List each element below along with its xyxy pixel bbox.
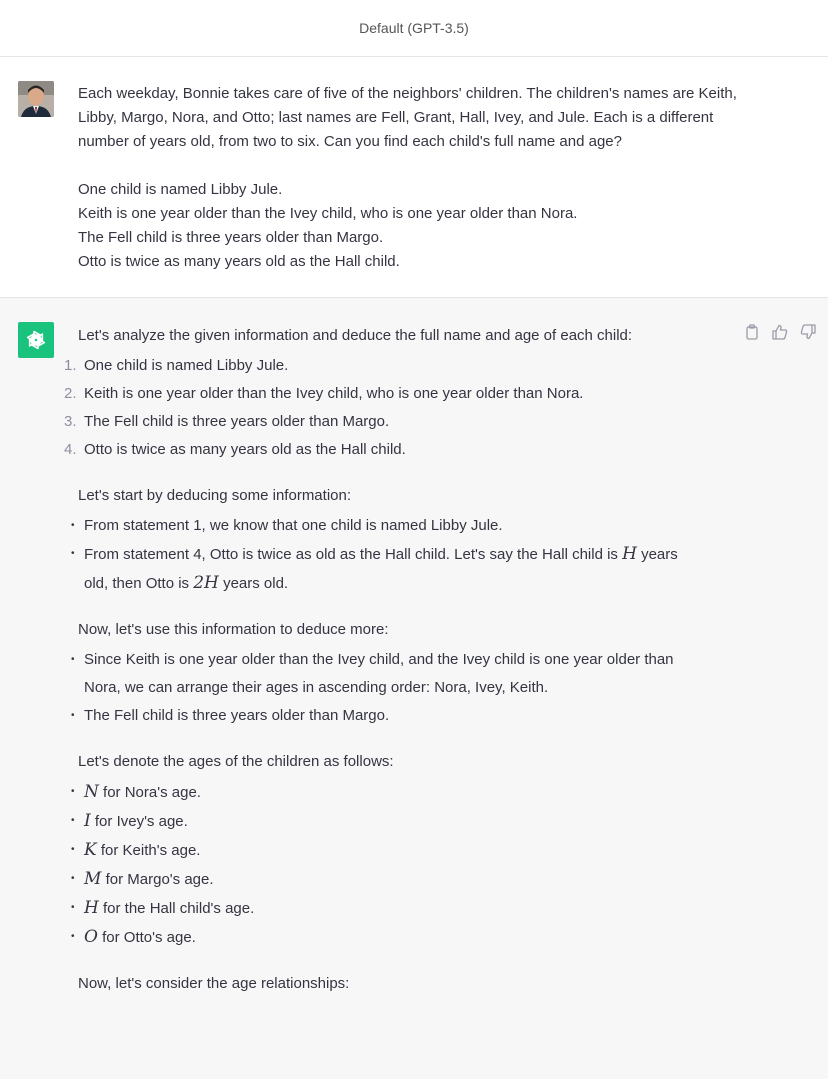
user-question: Each weekday, Bonnie takes care of five of the neighbors' children. The children's names are Keith, Libby, Margo, Nora, and Otto; last names are Fell, Grant, Hall, Ivey, and Jule. Each is a different number of years old, from two to six. Can you find each child's full name and age? <box>78 85 737 150</box>
model-label: Default (GPT-3.5) <box>359 20 469 36</box>
list-item: 2. Keith is one year older than the Ivey child, who is one year older than Nora. <box>64 385 584 402</box>
variable-list <box>71 778 738 952</box>
clue-4: Otto is twice as many years old as the Hall child. <box>78 253 400 270</box>
assistant-message <box>0 298 828 1079</box>
deduce-bullets <box>71 512 738 598</box>
list-item: • K for Keith's age. <box>71 840 201 860</box>
clue-1: One child is named Libby Jule. <box>78 181 283 198</box>
deduce-intro: Let's start by deducing some information: <box>78 487 352 504</box>
list-item: • N for Nora's age. <box>71 782 201 802</box>
list-item: • From statement 4, Otto is twice as old as the Hall child. Let's say the Hall child is H years old, then Otto is 2H years old. <box>71 544 678 593</box>
user-avatar <box>18 81 54 117</box>
list-item: • O for Otto's age. <box>71 927 196 947</box>
user-message <box>0 57 828 298</box>
clue-3: The Fell child is three years older than Margo. <box>78 229 384 246</box>
list-item: • Since Keith is one year older than the Ivey child, and the Ivey child is one year older than Nora, we can arrange their ages in ascending order: Nora, Ivey, Keith. <box>71 651 674 696</box>
clipboard-icon[interactable] <box>744 324 760 340</box>
assistant-message-text <box>64 324 738 1000</box>
numbered-list <box>64 352 738 464</box>
more-intro: Now, let's use this information to deduce more: <box>78 621 389 638</box>
thumbs-up-icon[interactable] <box>772 324 788 340</box>
more-bullets <box>71 646 738 730</box>
thumbs-down-icon[interactable] <box>800 324 816 340</box>
list-item: • M for Margo's age. <box>71 869 214 889</box>
list-item: 1. One child is named Libby Jule. <box>64 357 289 374</box>
denote-intro: Let's denote the ages of the children as follows: <box>78 753 394 770</box>
list-item: • From statement 1, we know that one child is named Libby Jule. <box>71 517 503 534</box>
math-expr-2H: 2H <box>193 573 219 593</box>
user-message-text <box>78 82 738 274</box>
list-item: • I for Ivey's age. <box>71 811 188 831</box>
message-actions <box>744 324 816 340</box>
relations-intro: Now, let's consider the age relationships: <box>78 975 350 992</box>
model-header <box>0 0 828 57</box>
list-item: • The Fell child is three years older than Margo. <box>71 707 390 724</box>
list-item: • H for the Hall child's age. <box>71 898 255 918</box>
clue-2: Keith is one year older than the Ivey child, who is one year older than Nora. <box>78 205 578 222</box>
list-item: 4. Otto is twice as many years old as the Hall child. <box>64 441 406 458</box>
math-var-H: H <box>622 544 637 564</box>
openai-logo-icon <box>18 322 54 358</box>
intro-text: Let's analyze the given information and deduce the full name and age of each child: <box>78 327 633 344</box>
list-item: 3. The Fell child is three years older than Margo. <box>64 413 390 430</box>
